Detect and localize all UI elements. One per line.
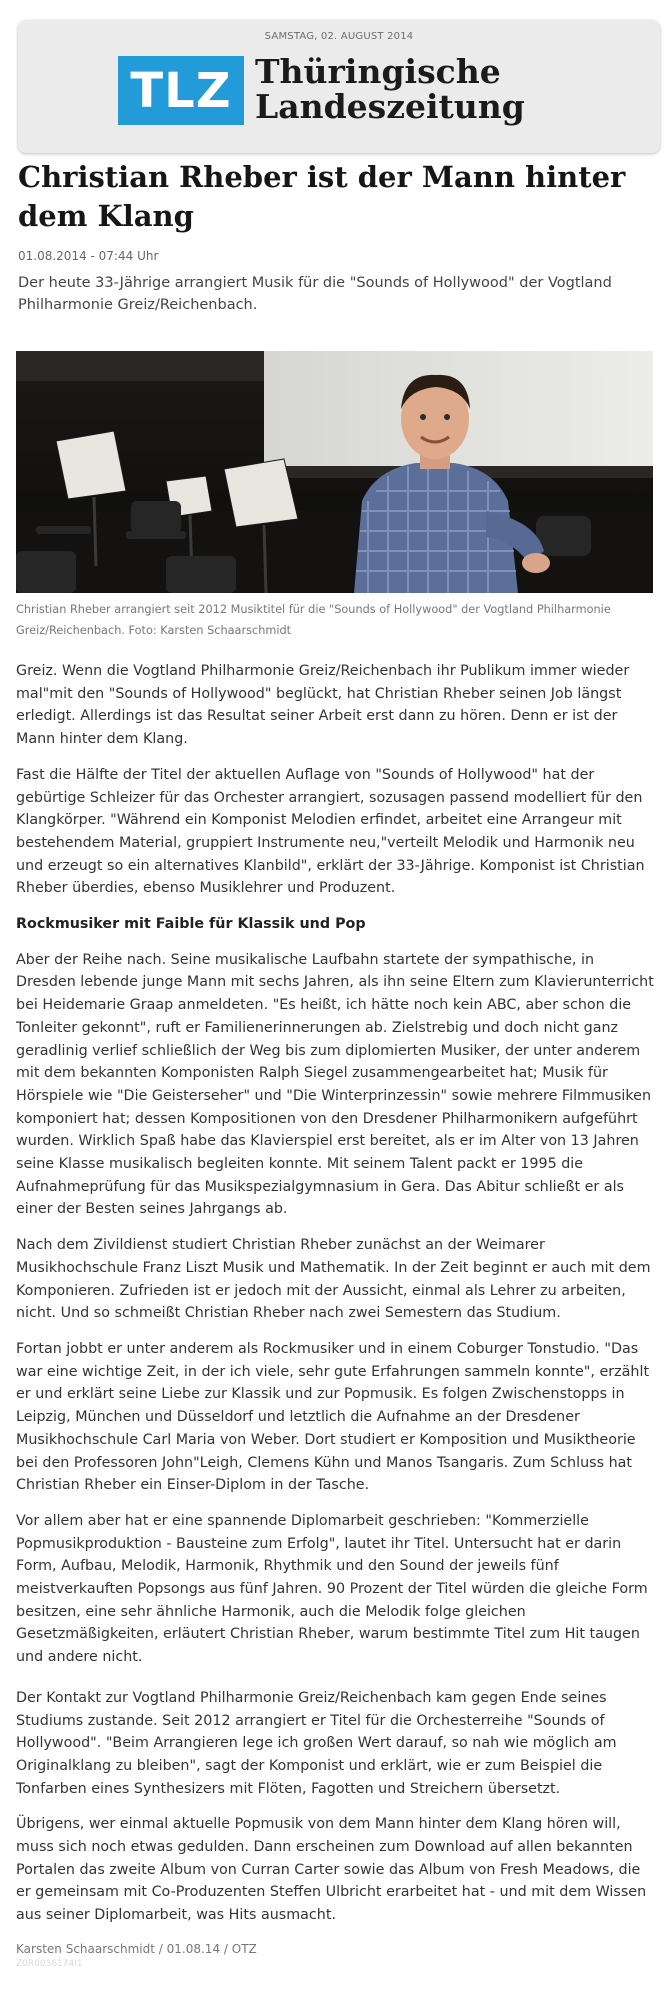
edition-date: SAMSTAG, 02. AUGUST 2014 xyxy=(264,31,414,42)
paragraph: Fortan jobbt er unter anderem als Rockmusiker und in einem Coburger Tonstudio. "Das war eine wichtige Zeit, in der ich viele, sehr gute Erfahrungen sammeln konnte", erzählt er und erklärt seine Liebe zur Klassik und zur Popmusik. Es folgen Zwischenstopps in Leipzig, München und Düsseldorf und letztlich die Aufnahme an der Dresdener Musikhochschule Carl Maria von Weber. Dort studiert er Komposition und Musiktheorie bei den Professoren John"Leigh, Clemens Kühn und Manos Tsangaris. Zum Schluss hat Christian Rheber ein Einser-Diplom in der Tasche. xyxy=(16,1340,650,1494)
logo-name-line-2: Landeszeitung xyxy=(255,87,525,126)
publish-timestamp: 01.08.2014 - 07:44 Uhr xyxy=(18,249,159,263)
article-byline: Karsten Schaarschmidt / 01.08.14 / OTZ xyxy=(16,1941,257,1956)
paragraph: Aber der Reihe nach. Seine musikalische Laufbahn startete der sympathische, in Dresden lebende junge Mann mit sechs Jahren, als ihn seine Eltern zum Klavierunterricht bei Heidemarie Graap anmeldeten. "Es heißt, ich hätte noch kein ABC, aber schon die Tonleiter gekonnt", ruft er Familienerinnerungen ab. Zielstrebig und doch nicht ganz geradlinig verlief schließlich der Weg bis zum diplomierten Musiker, der unter anderem mit dem bekannten Komponisten Ralph Siegel zusammengearbeitet hat; Musik für Hörspiele wie "Die Geisterseher" und "Die Winterprinzessin" sowie mehrere Filmmusiken komponiert hat; dessen Kompositionen von den Dresdener Philharmonikern aufgeführt wurden. Wirklich Spaß habe das Klavierspiel erst bereitet, als er im Alter von 13 Jahren seine Klasse musikalisch begleiten konnte. Mit seinem Talent packt er 1995 die Aufnahmeprüfung für das Musikspezialgymnasium in Gera. Das Abitur schließt er als einer der Besten seines Jahrgangs ab. xyxy=(16,951,654,1218)
paragraph: Der Kontakt zur Vogtland Philharmonie Greiz/Reichenbach kam gegen Ende seines Studiums zustande. Seit 2012 arrangiert er Titel für die Orchesterreihe "Sounds of Hollywood". "Beim Arrangieren lege ich großen Wert darauf, so nah wie möglich am Originalklang zu bleiben", sagt der Komponist und erklärt, wie er zum Beispiel die Tonfarben eines Synthesizers mit Flöten, Fagotten und Streichern übersetzt. xyxy=(16,1689,617,1797)
article-headline: Christian Rheber ist der Mann hinter dem Klang xyxy=(18,160,626,233)
paragraph: Übrigens, wer einmal aktuelle Popmusik von dem Mann hinter dem Klang hören will, muss sich noch etwas gedulden. Dann erscheinen zum Download auf allen bekannten Portalen das zweite Album von Curran Carter sowie das Album von Fresh Meadows, die er gemeinsam mit Co-Produzenten Steffen Ulbricht erarbeitet hat - und mit dem Wissen aus seiner Diplomarbeit, was Hits ausmacht. xyxy=(16,1816,647,1924)
paragraph: Nach dem Zivildienst studiert Christian Rheber zunächst an der Weimarer Musikhochschule Franz Liszt Musik und Mathematik. In der Zeit beginnt er auch mit dem Komponieren. Zufrieden ist er jedoch mit der Aussicht, einmal als Lehrer zu arbeiten, nicht. Und so schmeißt Christian Rheber nach zwei Semestern das Studium. xyxy=(16,1237,651,1322)
paragraph: Vor allem aber hat er eine spannende Diplomarbeit geschrieben: "Kommerzielle Popmusikproduktion - Bausteine zum Erfolg", lautet ihr Titel. Untersucht hat er darin Form, Aufbau, Melodik, Harmonik, Rhythmik und den Sound der jeweils fünf meistverkauften Popsongs aus fünf Jahren. 90 Prozent der Titel würden die gleiche Form besitzen, eine sehr ähnliche Harmonik, auch die Melodik folge gleichen Gesetzmäßigkeiten, erläutert Christian Rheber, warum bestimmte Titel zum Hit taugen und andere nicht. xyxy=(16,1512,648,1666)
paragraph: Greiz. Wenn die Vogtland Philharmonie Greiz/Reichenbach ihr Publikum immer wieder mal"mit den "Sounds of Hollywood" beglückt, hat Christian Rheber seinen Job längst erledigt. Allerdings ist das Resultat seiner Arbeit erst dann zu hören. Denn er ist der Mann hinter dem Klang. xyxy=(16,663,630,748)
tlz-logo-mark[interactable] xyxy=(118,56,244,125)
article-body xyxy=(16,660,656,1970)
logo-name-line-1: Thüringische xyxy=(255,52,501,91)
footer-code: Z0R0036174I1 xyxy=(16,1958,83,1969)
logo-wordmark[interactable] xyxy=(255,54,525,124)
photo-caption: Christian Rheber arrangiert seit 2012 Musiktitel für die "Sounds of Hollywood" der Vogtland Philharmonie Greiz/Reichenbach. Foto: Karsten Schaarschmidt xyxy=(16,603,611,637)
logo-abbreviation: TLZ xyxy=(130,62,232,119)
masthead xyxy=(18,20,660,153)
paragraph: Fast die Hälfte der Titel der aktuellen Auflage von "Sounds of Hollywood" hat der gebürtige Schleizer für das Orchester arrangiert, sozusagen passend modelliert für den Klangkörper. "Während ein Komponist Melodien erfindet, arbeitet eine Arrangeur mit bestehendem Material, gruppiert Instrumente neu,"verteilt Melodik und Harmonik neu und erzeugt so ein alternatives Klanbild", erklärt der 33-Jährige. Komponist ist Christian Rheber überdies, ebenso Musiklehrer und Produzent. xyxy=(16,766,645,897)
photo-illustration xyxy=(16,351,653,593)
article-photo xyxy=(16,351,653,593)
article-subheading: Rockmusiker mit Faible für Klassik und Pop xyxy=(16,916,366,933)
article-teaser: Der heute 33-Jährige arrangiert Musik für die "Sounds of Hollywood" der Vogtland Philharmonie Greiz/Reichenbach. xyxy=(18,275,612,313)
